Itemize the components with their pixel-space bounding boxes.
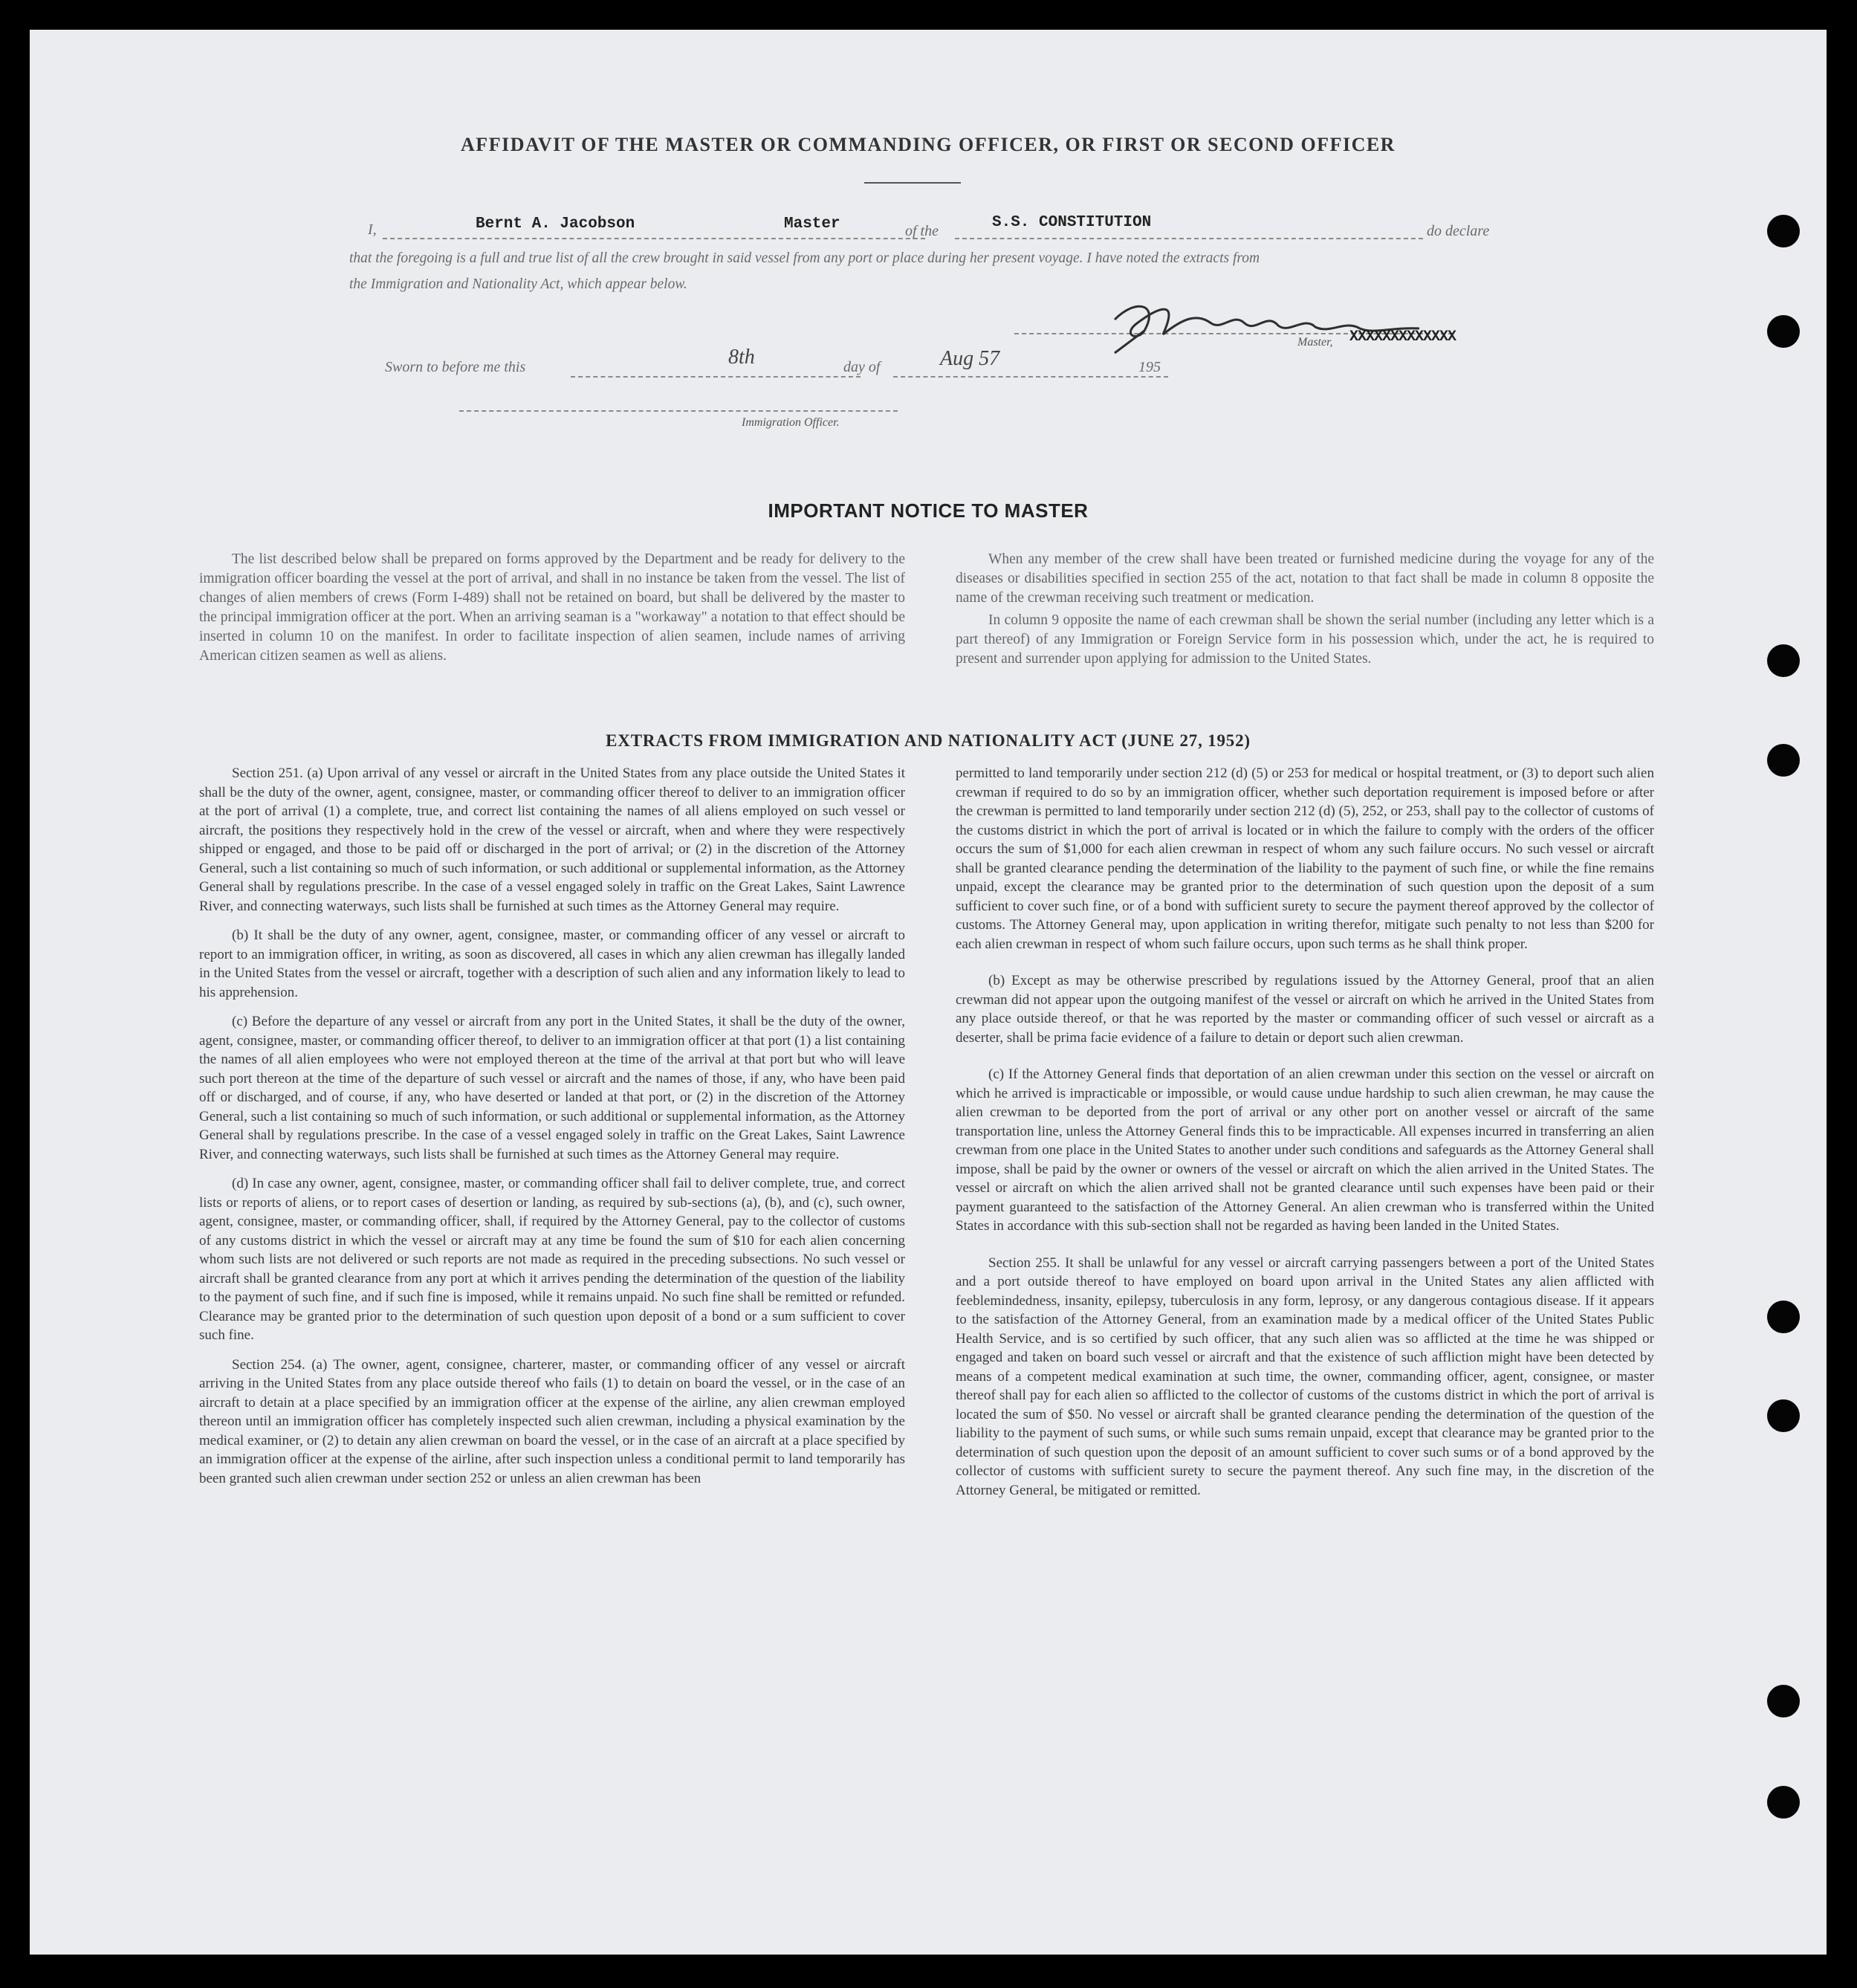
statement-line-2: the Immigration and Nationality Act, which appear below.	[349, 276, 687, 292]
signature-caption: Master,	[1297, 336, 1333, 349]
binder-hole	[1767, 1685, 1800, 1717]
statement-line-1: that the foregoing is a full and true list of all the crew brought in said vessel from any port or place during her present voyage. I have noted the extracts from	[349, 250, 1260, 266]
officer-caption: Immigration Officer.	[742, 416, 840, 429]
notice-right-paragraph-1: When any member of the crew shall have been treated or furnished medicine during the voyage for any of the diseases or disabilities specified in section 255 of the act, notation to that fact shall be made in column 8 opposite the name of the crewman receiving such treatment or medication.	[956, 551, 1654, 606]
extracts-title: EXTRACTS FROM IMMIGRATION AND NATIONALITY ACT (JUNE 27, 1952)	[606, 731, 1251, 750]
master-rank: Master	[784, 216, 840, 233]
day-of-label: day of	[843, 359, 881, 375]
document-page	[30, 30, 1827, 1955]
sworn-month-underline	[893, 376, 1168, 378]
vessel-name: S.S. CONSTITUTION	[992, 214, 1152, 231]
vessel-underline	[955, 238, 1423, 239]
declaration-i-label: I,	[368, 221, 377, 238]
affidavit-title: AFFIDAVIT OF THE MASTER OR COMMANDING OFFICER, OR FIRST OR SECOND OFFICER	[461, 134, 1396, 155]
binder-hole	[1767, 1786, 1800, 1819]
section-254-a-continued: permitted to land temporarily under section 212 (d) (5) or 253 for medical or hospital treatment, or (3) to deport such alien crewman if required to do so by an immigration officer, whether such deportation requirement is imposed before or after the crewman is permitted to land temporarily under section 212 (d) (5), 252, or 253, shall pay to the collector of customs of the customs district in which the port of arrival is located or in which the failure to comply with the orders of the officer occurs the sum of $1,000 for each alien crewman in respect of whom any such failure occurs. No such vessel or aircraft shall be granted clearance pending the determination of the liability to the payment of such fine, or while the fine remains unpaid, except the clearance may be granted prior to the determination of such question upon the deposit of a sum sufficient to cover such fine, or of a bond with sufficient surety to secure the payment thereof approved by the collector of customs. The Attorney General may, upon application in writing therefor, mitigate such penalty to not less than $200 for each alien crewman in respect of whom such failure occurs, upon such terms as he shall think proper.	[956, 765, 1654, 952]
officer-signature-line	[459, 410, 898, 412]
notice-right-paragraph-2: In column 9 opposite the name of each crewman shall be shown the serial number (including any letter which is a part thereof) of any Immigration or Foreign Service form in his possession which, under the act, he is required to present and surrender upon applying for admission to the United States.	[956, 612, 1654, 667]
sworn-label: Sworn to before me this	[385, 359, 526, 375]
binder-hole	[1767, 1399, 1800, 1432]
sworn-day: 8th	[728, 346, 755, 369]
struck-title-text: XXXXXXXXXXXXX	[1349, 328, 1456, 346]
extracts-left-column	[199, 764, 905, 1498]
section-254-a: Section 254. (a) The owner, agent, consignee, charterer, master, or commanding officer of any vessel or aircraft arriving in the United States from any place outside thereof who fails (1) to detain on board the vessel, or in the case of an aircraft to detain at a place specified by an immigration officer at the expense of the airline, any alien crewman employed thereon until an immigration officer has completely inspected such alien crewman, including a physical examination by the medical examiner, or (2) to detain any alien crewman on board the vessel, or in the case of an aircraft at a place specified by an immigration officer at the expense of the airline, after such inspection unless a conditional permit to land temporarily has been granted such alien crewman under section 252 or unless an alien crewman has been	[199, 1356, 905, 1486]
sworn-day-underline	[571, 376, 861, 378]
master-signature	[1092, 290, 1479, 357]
binder-hole	[1767, 1301, 1800, 1333]
extracts-right-column	[956, 764, 1654, 1510]
sworn-month: Aug 57	[940, 347, 1000, 370]
section-251-a: Section 251. (a) Upon arrival of any vessel or aircraft in the United States from any place outside the United States it shall be the duty of the owner, agent, consignee, master, or commanding officer thereof to deliver to an immigration officer at the port of arrival (1) a complete, true, and correct list containing the names of all aliens employed on such vessel or aircraft, the positions they respectively hold in the crew of the vessel or aircraft, when and where they were respectively shipped or engaged, and those to be paid off or discharged in the port of arrival; or (2) in the discretion of the Attorney General, such a list containing so much of such information, or such additional or supplemental information, as the Attorney General shall by regulations prescribe. In the case of a vessel engaged solely in traffic on the Great Lakes, Saint Lawrence River, and connecting waterways, such lists shall be furnished at such times as the Attorney General may require.	[199, 765, 905, 914]
of-the-label: of the	[905, 223, 939, 239]
section-254-b: (b) Except as may be otherwise prescribed by regulations issued by the Attorney General, proof that an alien crewman did not appear upon the outgoing manifest of the vessel or aircraft on which he arrived in the United States from any place outside thereof, or that he was reported by the master or commanding officer of such vessel or aircraft as a deserter, shall be prima facie evidence of a failure to detain or deport such alien crewman.	[956, 973, 1654, 1046]
binder-hole	[1767, 315, 1800, 348]
section-254-c: (c) If the Attorney General finds that deportation of an alien crewman under this section on the vessel or aircraft on which he arrived is impracticable or impossible, or would cause undue hardship to such alien crewman, he may cause the alien crewman to be deported from the port of arrival or any other port on another vessel or aircraft of the same transportation line, unless the Attorney General finds this to be impracticable. All expenses incurred in transferring an alien crewman from one place in the United States to another under such conditions and safeguards as the Attorney General shall impose, shall be paid by the owner or owners of the vessel or aircraft on which the alien arrived in the United States. The vessel or aircraft on which the alien arrived shall not be granted clearance until such expenses have been paid or their payment guaranteed to the satisfaction of the Attorney General. An alien crewman who is transferred within the United States in accordance with this sub-section shall not be regarded as having been landed in the United States.	[956, 1066, 1654, 1234]
notice-left-column	[199, 550, 905, 676]
notice-right-column	[956, 550, 1654, 679]
binder-hole	[1767, 644, 1800, 677]
notice-title: IMPORTANT NOTICE TO MASTER	[768, 499, 1089, 522]
title-divider	[864, 182, 961, 184]
master-name: Bernt A. Jacobson	[476, 216, 635, 233]
binder-hole	[1767, 215, 1800, 247]
do-declare-label: do declare	[1427, 223, 1490, 239]
section-251-b: (b) It shall be the duty of any owner, agent, consignee, master, or commanding officer of any vessel or aircraft to report to an immigration officer, in writing, as soon as discovered, all cases in which any alien crewman has illegally landed in the United States from the vessel or aircraft, together with a description of such alien and any information likely to lead to his apprehension.	[199, 927, 905, 1000]
section-255: Section 255. It shall be unlawful for any vessel or aircraft carrying passengers between a port of the United States and a port outside thereof to have employed on board upon arrival in the United States any alien afflicted with feeblemindedness, insanity, epilepsy, tuberculosis in any form, leprosy, or any dangerous contagious disease. If it appears to the satisfaction of the Attorney General, from an examination made by a medical officer of the United States Public Health Service, and is so certified by such officer, that any such alien was so afflicted at the time he was shipped or engaged and taken on board such vessel or aircraft and that the existence of such affliction might have been detected by means of a competent medical examination at such time, the owner, commanding officer, agent, consignee, or master thereof shall pay for each alien so afflicted to the collector of customs of the customs district in which the port of arrival is located the sum of $50. No vessel or aircraft shall be granted clearance pending the determination of the question of the liability to the payment of such sums, or while such sums remain unpaid, except that clearance may be granted prior to the determination of such question upon the deposit of an amount sufficient to cover such sums or of a bond approved by the collector of customs with sufficient surety to secure the payment thereof. Any such fine may, in the discretion of the Attorney General, be mitigated or remitted.	[956, 1254, 1654, 1498]
notice-left-paragraph: The list described below shall be prepared on forms approved by the Department and be ready for delivery to the immigration officer boarding the vessel at the port of arrival, and shall in no instance be taken from the vessel. The list of changes of alien members of crews (Form I-489) shall not be retained on board, but shall be delivered by the master to the principal immigration officer at the port. When an arriving seaman is a "workaway" a notation to that effect should be inserted in column 10 on the manifest. In order to facilitate inspection of alien seamen, include names of arriving American citizen seamen as well as aliens.	[199, 551, 905, 664]
section-251-d: (d) In case any owner, agent, consignee, master, or commanding officer shall fail to deliver complete, true, and correct lists or reports of aliens, or to report cases of desertion or landing, as required by sub-sections (a), (b), and (c), such owner, agent, consignee, master, or commanding officer, shall, if required by the Attorney General, pay to the collector of customs of any customs district in which the vessel or aircraft may at any time be found the sum of $10 for each alien concerning whom such lists are not delivered or such reports are not made as required in the preceding subsections. No such vessel or aircraft shall be granted clearance from any port at which it arrives pending the determination of the question of the liability to the payment of such fine, and if such fine is imposed, while it remains unpaid. No such fine shall be remitted or refunded. Clearance may be granted prior to the determination of such question upon deposit of a bond or a sum sufficient to cover such fine.	[199, 1176, 905, 1343]
year-label: 195	[1138, 359, 1161, 375]
section-251-c: (c) Before the departure of any vessel or aircraft from any port in the United States, it shall be the duty of the owner, agent, consignee, master, or commanding officer thereof, to deliver to an immigration officer at that port (1) a list containing the names of all alien employees who were not employed thereon at the time of the arrival at that port but who will leave such port thereon at the time of the departure of such vessel or aircraft and the names of those, if any, who have been paid off or discharged, and of course, if any, who have deserted or landed at that port, or (2) in the discretion of the Attorney General, such a list containing so much of such information, or such additional or supplemental information, as the Attorney General shall by regulations prescribe. In the case of a vessel engaged solely in traffic on the Great Lakes, Saint Lawrence River, and connecting waterways, such lists shall be furnished at such times as the Attorney General may require.	[199, 1014, 905, 1162]
name-underline	[383, 238, 925, 239]
